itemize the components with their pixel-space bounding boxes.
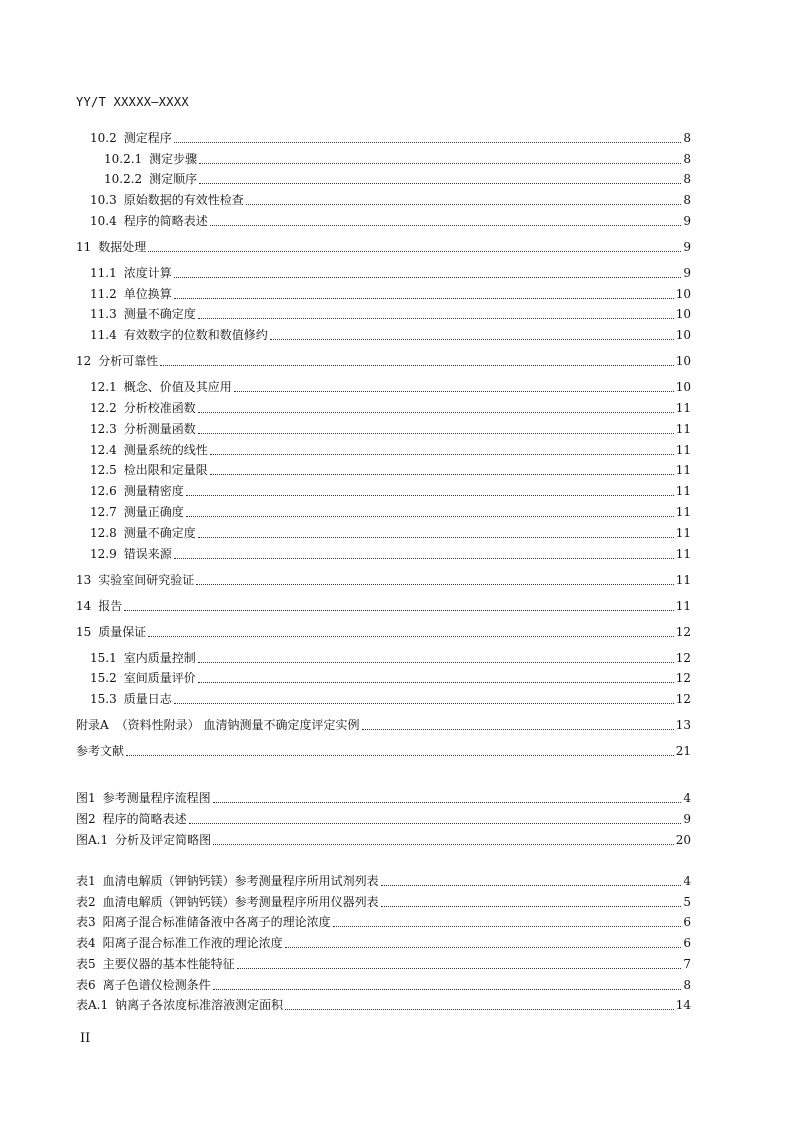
toc-title: 测量不确定度	[123, 526, 196, 540]
toc-leader	[174, 557, 674, 559]
toc-entry[interactable]	[76, 790, 691, 806]
toc-entry[interactable]	[76, 832, 691, 848]
toc-page: 10	[675, 328, 691, 342]
toc-page: 12	[675, 651, 691, 665]
toc-title: 参考文献	[76, 744, 125, 758]
toc-page: 10	[675, 287, 691, 301]
toc-leader	[174, 141, 682, 143]
toc-page: 8	[683, 978, 691, 992]
toc-entry[interactable]	[76, 935, 691, 951]
toc-leader	[174, 276, 682, 278]
toc-leader	[213, 988, 682, 990]
toc-title: 测定程序	[123, 131, 172, 145]
toc-number: 附录A	[76, 718, 109, 732]
toc-entry[interactable]	[90, 192, 691, 208]
toc-page: 9	[683, 812, 691, 826]
toc-title: 钠离子各浓度标准溶液测定面积	[115, 998, 284, 1012]
toc-number: 10.2.2	[104, 172, 143, 186]
toc-leader	[198, 432, 674, 434]
toc-page: 6	[683, 915, 691, 929]
toc-leader	[285, 1008, 674, 1010]
toc-number: 12.8	[90, 526, 117, 540]
toc-page: 8	[683, 193, 691, 207]
toc-entry[interactable]	[90, 130, 691, 146]
toc-title: 程序的简略表述	[102, 812, 187, 826]
toc-entry[interactable]	[90, 306, 691, 322]
toc-number: 15	[76, 625, 92, 639]
toc-number: 表4	[76, 936, 96, 950]
toc-leader	[160, 364, 673, 366]
toc-number: 11	[76, 240, 92, 254]
toc-entry[interactable]	[76, 894, 691, 910]
toc-leader	[381, 905, 682, 907]
toc-leader	[198, 317, 674, 319]
toc-page: 12	[675, 625, 691, 639]
toc-leader	[174, 702, 674, 704]
toc-entry[interactable]	[90, 546, 691, 562]
toc-title: 概念、价值及其应用	[123, 380, 232, 394]
toc-leader	[210, 453, 674, 455]
toc-entry[interactable]	[76, 956, 691, 972]
toc-page: 11	[675, 547, 691, 561]
toc-entry[interactable]	[76, 873, 691, 889]
toc-number: 12.9	[90, 547, 117, 561]
toc-title: 实验室间研究验证	[98, 573, 195, 587]
toc-page: 4	[683, 791, 691, 805]
toc-page: 11	[675, 401, 691, 415]
toc-number: 10.3	[90, 193, 117, 207]
toc-title: 质量保证	[98, 625, 147, 639]
toc-number: 12	[76, 354, 92, 368]
toc-title: 测定顺序	[149, 172, 198, 186]
toc-page: 21	[675, 744, 691, 758]
toc-leader	[213, 843, 674, 845]
toc-page: 11	[675, 422, 691, 436]
toc-entry[interactable]	[76, 572, 691, 588]
toc-page: 14	[675, 998, 691, 1012]
toc-number: 表1	[76, 874, 96, 888]
toc-title: 参考测量程序流程图	[102, 791, 211, 805]
toc-number: 图A.1	[76, 833, 109, 847]
toc-number: 10.2.1	[104, 152, 143, 166]
toc-leader	[196, 583, 673, 585]
toc-title: 数据处理	[98, 240, 147, 254]
toc-title: 分析及评定简略图	[115, 833, 212, 847]
toc-title: 室间质量评价	[123, 671, 196, 685]
toc-page: 10	[675, 354, 691, 368]
toc-number: 表3	[76, 915, 96, 929]
toc-leader	[199, 182, 681, 184]
toc-entry[interactable]	[90, 483, 691, 499]
toc-page: 11	[675, 463, 691, 477]
toc-entry[interactable]	[104, 151, 691, 167]
toc-leader	[124, 609, 673, 611]
toc-number: 15.3	[90, 692, 117, 706]
toc-entry[interactable]	[90, 462, 691, 478]
toc-page: 12	[675, 692, 691, 706]
toc-title: 错误来源	[123, 547, 172, 561]
toc-entry[interactable]	[90, 691, 691, 707]
toc-leader	[198, 536, 674, 538]
toc-title: 报告	[98, 599, 123, 613]
toc-leader	[148, 250, 681, 252]
toc-title: 有效数字的位数和数值修约	[123, 328, 268, 342]
toc-page: 10	[675, 307, 691, 321]
toc-page: 11	[675, 526, 691, 540]
toc-page: 4	[683, 874, 691, 888]
toc-leader	[285, 946, 682, 948]
toc-title: 程序的简略表述	[123, 214, 208, 228]
toc-page: 11	[675, 505, 691, 519]
toc-page: 11	[675, 443, 691, 457]
toc-number: 10.2	[90, 131, 117, 145]
toc-entry[interactable]	[90, 400, 691, 416]
toc-number: 12.3	[90, 422, 117, 436]
toc-number: 表6	[76, 978, 96, 992]
toc-title: 阳离子混合标准储备液中各离子的理论浓度	[102, 915, 331, 929]
toc-title: 质量日志	[123, 692, 172, 706]
toc-page: 9	[683, 214, 691, 228]
toc-number: 图2	[76, 812, 96, 826]
toc-leader	[186, 515, 674, 517]
toc-leader	[199, 162, 681, 164]
toc-entry[interactable]	[76, 997, 691, 1013]
toc-page: 6	[683, 936, 691, 950]
toc-title: 测量系统的线性	[123, 443, 208, 457]
toc-number: 10.4	[90, 214, 117, 228]
toc-entry[interactable]	[76, 743, 691, 759]
toc-leader	[186, 494, 674, 496]
toc-leader	[270, 338, 674, 340]
toc-title: 浓度计算	[123, 266, 172, 280]
toc-leader	[362, 728, 674, 730]
toc-number: 15.1	[90, 651, 117, 665]
toc-entry[interactable]	[76, 717, 691, 733]
toc-number: 13	[76, 573, 92, 587]
toc-title: 原始数据的有效性检查	[123, 193, 244, 207]
toc-entry[interactable]	[76, 239, 691, 255]
toc-leader	[174, 297, 674, 299]
toc-page: 13	[675, 718, 691, 732]
toc-page: 9	[683, 266, 691, 280]
toc-leader	[189, 822, 682, 824]
toc-page: 20	[675, 833, 691, 847]
toc-leader	[198, 661, 674, 663]
toc-leader	[210, 224, 682, 226]
toc-page: 12	[675, 671, 691, 685]
toc-number: 12.1	[90, 380, 117, 394]
toc-title: 分析测量函数	[123, 422, 196, 436]
toc-number: 12.4	[90, 443, 117, 457]
toc-entry[interactable]	[90, 650, 691, 666]
toc-entry[interactable]	[90, 670, 691, 686]
toc-leader	[333, 925, 682, 927]
document-code: YY/T XXXXX—XXXX	[76, 95, 189, 109]
toc-page: 7	[683, 957, 691, 971]
toc-leader	[148, 635, 673, 637]
toc-entry[interactable]	[90, 525, 691, 541]
toc-number: 表A.1	[76, 998, 109, 1012]
toc-leader	[210, 473, 674, 475]
toc-entry[interactable]	[76, 353, 691, 369]
toc-title: 主要仪器的基本性能特征	[102, 957, 235, 971]
toc-title: 测定步骤	[149, 152, 198, 166]
toc-number: 12.5	[90, 463, 117, 477]
toc-leader	[237, 967, 682, 969]
toc-entry[interactable]	[76, 624, 691, 640]
toc-page: 9	[683, 240, 691, 254]
toc-leader	[234, 390, 674, 392]
toc-number: 11.2	[90, 287, 117, 301]
toc-page: 10	[675, 380, 691, 394]
toc-number: 表5	[76, 957, 96, 971]
toc-number: 表2	[76, 895, 96, 909]
toc-page: 8	[683, 152, 691, 166]
toc-entry[interactable]	[76, 598, 691, 614]
toc-entry[interactable]	[90, 442, 691, 458]
toc-leader	[381, 884, 682, 886]
toc-title: 血清电解质（钾钠钙镁）参考测量程序所用试剂列表	[102, 874, 379, 888]
toc-leader	[246, 203, 682, 205]
toc-number: 12.2	[90, 401, 117, 415]
toc-page: 5	[683, 895, 691, 909]
toc-entry[interactable]	[76, 914, 691, 930]
toc-leader	[198, 411, 674, 413]
toc-entry[interactable]	[90, 379, 691, 395]
toc-entry[interactable]	[90, 504, 691, 520]
toc-title: 测量正确度	[123, 505, 184, 519]
toc-page: 11	[675, 599, 691, 613]
toc-page: 8	[683, 172, 691, 186]
toc-title: 血清电解质（钾钠钙镁）参考测量程序所用仪器列表	[102, 895, 379, 909]
toc-leader	[126, 754, 674, 756]
toc-title: 离子色谱仪检测条件	[102, 978, 211, 992]
toc-number: 11.1	[90, 266, 117, 280]
toc-title: （资料性附录） 血清钠测量不确定度评定实例	[115, 718, 360, 732]
toc-entry[interactable]	[90, 213, 691, 229]
toc-page: 8	[683, 131, 691, 145]
toc-entry[interactable]	[104, 171, 691, 187]
toc-number: 14	[76, 599, 92, 613]
toc-page: 11	[675, 484, 691, 498]
toc-number: 12.6	[90, 484, 117, 498]
toc-leader	[198, 681, 674, 683]
toc-entry[interactable]	[76, 977, 691, 993]
toc-title: 分析可靠性	[98, 354, 159, 368]
toc-title: 单位换算	[123, 287, 172, 301]
toc-entry[interactable]	[90, 421, 691, 437]
toc-title: 测量精密度	[123, 484, 184, 498]
toc-title: 分析校准函数	[123, 401, 196, 415]
toc-title: 测量不确定度	[123, 307, 196, 321]
toc-number: 11.3	[90, 307, 117, 321]
toc-title: 检出限和定量限	[123, 463, 208, 477]
toc-number: 15.2	[90, 671, 117, 685]
toc-page: 11	[675, 573, 691, 587]
toc-title: 室内质量控制	[123, 651, 196, 665]
toc-title: 阳离子混合标准工作液的理论浓度	[102, 936, 283, 950]
toc-leader	[213, 801, 682, 803]
toc-entry[interactable]	[76, 811, 691, 827]
toc-entry[interactable]	[90, 286, 691, 302]
toc-number: 12.7	[90, 505, 117, 519]
toc-entry[interactable]	[90, 265, 691, 281]
toc-number: 11.4	[90, 328, 117, 342]
toc-entry[interactable]	[90, 327, 691, 343]
toc-number: 图1	[76, 791, 96, 805]
page-number: II	[80, 1031, 91, 1046]
